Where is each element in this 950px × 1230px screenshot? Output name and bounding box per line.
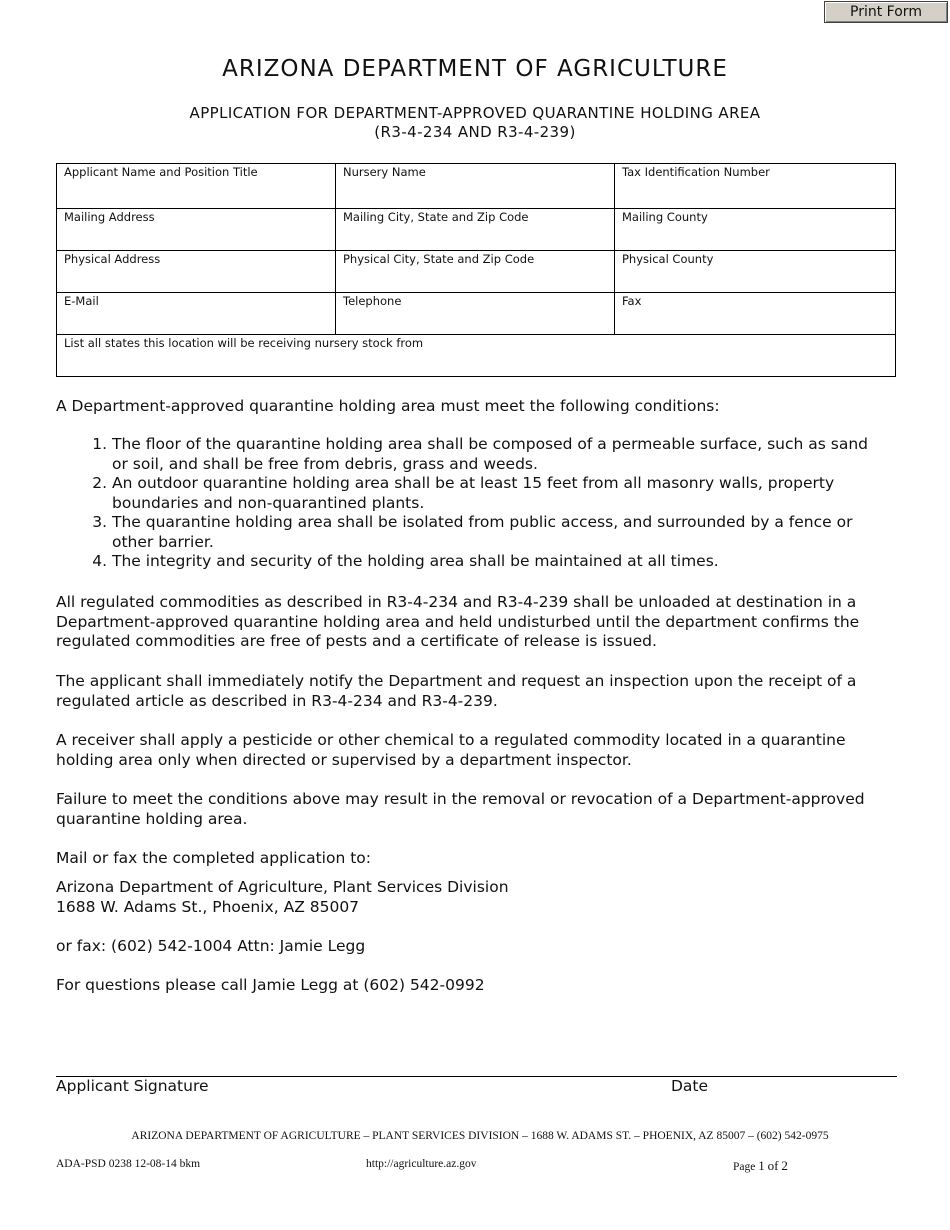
field-label: Applicant Name and Position Title — [64, 165, 258, 179]
physical-county-input[interactable] — [622, 266, 888, 284]
mail-address-line-2: 1688 W. Adams St., Phoenix, AZ 85007 — [56, 898, 360, 916]
mailing-address-input[interactable] — [64, 224, 328, 242]
applicant-signature-label: Applicant Signature — [56, 1077, 209, 1095]
page-prefix: Page — [733, 1161, 756, 1173]
field-label: Mailing City, State and Zip Code — [343, 210, 529, 224]
email-input[interactable] — [64, 308, 328, 326]
paragraph-pesticide: A receiver shall apply a pesticide or other chemical to a regulated commodity located in a quarantine holding area only when directed or supervised by a department inspector. — [56, 731, 846, 769]
paragraph-unloading: All regulated commodities as described in R3-4-234 and R3-4-239 shall be unloaded at destination in a Department-approved quarantine holding area and held undisturbed until the department confirms the regulated commodities are free of pests and a certificate of release is issued. — [56, 593, 860, 650]
fax-cell[interactable] — [615, 293, 896, 335]
tax-id-input[interactable] — [622, 179, 888, 197]
field-label: List all states this location will be receiving nursery stock from — [64, 336, 424, 350]
email-cell[interactable] — [57, 293, 336, 335]
physical-city-cell[interactable] — [336, 251, 615, 293]
telephone-cell[interactable] — [336, 293, 615, 335]
page-number — [733, 1158, 788, 1174]
questions-info: For questions please call Jamie Legg at (602) 542-0992 — [56, 976, 485, 994]
print-form-button[interactable]: Print Form — [824, 1, 948, 23]
field-label: Tax Identification Number — [622, 165, 770, 179]
nursery-name-cell[interactable] — [336, 164, 615, 209]
applicant-info-table — [56, 163, 896, 377]
conditions-intro: A Department-approved quarantine holding area must meet the following conditions: — [56, 397, 720, 415]
field-label: Physical City, State and Zip Code — [343, 252, 535, 266]
mail-address-line-1: Arizona Department of Agriculture, Plant Services Division — [56, 878, 509, 896]
list-item: 3. The quarantine holding area shall be isolated from public access, and surrounded by a fence or other barrier. — [112, 513, 886, 552]
field-label: Mailing County — [622, 210, 708, 224]
field-label: Nursery Name — [343, 165, 426, 179]
mailing-city-input[interactable] — [343, 224, 607, 242]
paragraph-notify: The applicant shall immediately notify the Department and request an inspection upon the receipt of a regulated article as described in R3-4-234 and R3-4-239. — [56, 672, 857, 710]
mailing-county-cell[interactable] — [615, 209, 896, 251]
list-item: 1. The floor of the quarantine holding area shall be composed of a permeable surface, such as sand or soil, and shall be free from debris, grass and weeds. — [112, 435, 886, 474]
subtitle-line-2: (R3-4-234 AND R3-4-239) — [374, 123, 576, 141]
page-of: of — [767, 1158, 779, 1173]
paragraph-failure: Failure to meet the conditions above may result in the removal or revocation of a Department-approved quarantine holding area. — [56, 790, 865, 828]
fax-input[interactable] — [622, 308, 888, 326]
page-current: 1 — [758, 1158, 765, 1173]
field-label: Telephone — [343, 294, 402, 308]
physical-address-input[interactable] — [64, 266, 328, 284]
form-subtitle — [0, 104, 950, 142]
applicant-name-cell[interactable] — [57, 164, 336, 209]
form-id: ADA-PSD 0238 12-08-14 bkm — [56, 1158, 201, 1170]
nursery-name-input[interactable] — [343, 179, 607, 197]
field-label: Physical County — [622, 252, 714, 266]
page-title: ARIZONA DEPARTMENT OF AGRICULTURE — [222, 56, 728, 82]
physical-county-cell[interactable] — [615, 251, 896, 293]
conditions-list — [56, 435, 886, 572]
field-label: E-Mail — [64, 294, 99, 308]
tax-id-cell[interactable] — [615, 164, 896, 209]
list-item: 4. The integrity and security of the holding area shall be maintained at all times. — [112, 552, 886, 572]
mail-instruction: Mail or fax the completed application to: — [56, 849, 371, 867]
physical-city-input[interactable] — [343, 266, 607, 284]
list-item: 2. An outdoor quarantine holding area shall be at least 15 feet from all masonry walls, property boundaries and non-quarantined plants. — [112, 474, 886, 513]
source-states-cell[interactable] — [57, 335, 896, 377]
mailing-address-cell[interactable] — [57, 209, 336, 251]
applicant-name-input[interactable] — [64, 179, 328, 197]
mailing-city-cell[interactable] — [336, 209, 615, 251]
footer-url: http://agriculture.az.gov — [366, 1158, 477, 1170]
field-label: Mailing Address — [64, 210, 155, 224]
physical-address-cell[interactable] — [57, 251, 336, 293]
date-label: Date — [671, 1077, 709, 1095]
fax-info: or fax: (602) 542-1004 Attn: Jamie Legg — [56, 937, 366, 955]
subtitle-line-1: APPLICATION FOR DEPARTMENT-APPROVED QUARANTINE HOLDING AREA — [189, 104, 761, 122]
field-label: Fax — [622, 294, 642, 308]
field-label: Physical Address — [64, 252, 161, 266]
mailing-county-input[interactable] — [622, 224, 888, 242]
telephone-input[interactable] — [343, 308, 607, 326]
source-states-input[interactable] — [64, 350, 888, 368]
page-total: 2 — [781, 1158, 788, 1173]
footer-address: ARIZONA DEPARTMENT OF AGRICULTURE – PLANT SERVICES DIVISION – 1688 W. ADAMS ST. – PHOENIX, AZ 85007 – (602) 542-0975 — [131, 1130, 829, 1142]
